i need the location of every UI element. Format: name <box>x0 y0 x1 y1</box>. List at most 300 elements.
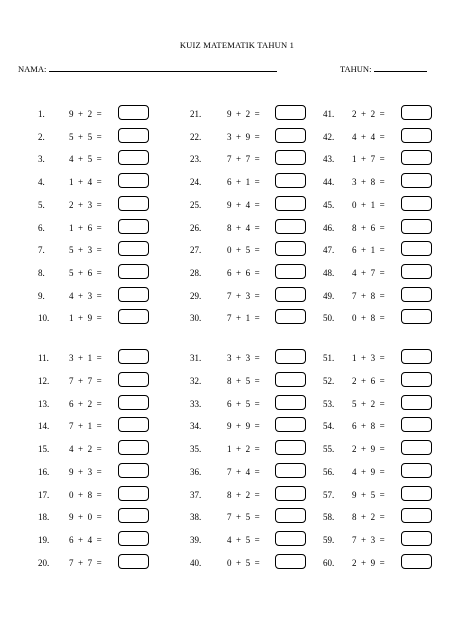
question-row <box>323 349 473 367</box>
answer-box[interactable] <box>401 440 432 455</box>
question-row <box>190 128 340 146</box>
question-row <box>190 173 340 191</box>
operand-a: 5 <box>69 268 74 278</box>
question-expression <box>352 512 385 522</box>
operand-a: 9 <box>69 512 74 522</box>
question-number: 44. <box>323 177 335 187</box>
operator: + <box>361 268 367 278</box>
operator: + <box>361 399 367 409</box>
operand-b: 6 <box>245 268 251 278</box>
question-number: 38. <box>190 512 202 522</box>
question-number: 22. <box>190 132 202 142</box>
operator: + <box>236 376 242 386</box>
equals-sign: = <box>254 313 260 323</box>
answer-box[interactable] <box>401 128 432 143</box>
answer-box[interactable] <box>401 173 432 188</box>
operator: + <box>78 467 84 477</box>
question-expression <box>69 444 102 454</box>
question-expression <box>227 223 260 233</box>
operand-a: 7 <box>227 313 232 323</box>
operand-b: 7 <box>245 154 251 164</box>
equals-sign: = <box>379 109 385 119</box>
answer-box[interactable] <box>118 219 149 234</box>
operand-b: 3 <box>245 353 251 363</box>
answer-box[interactable] <box>275 440 306 455</box>
question-expression <box>227 109 260 119</box>
equals-sign: = <box>379 535 385 545</box>
answer-box[interactable] <box>275 241 306 256</box>
year-blank-line[interactable] <box>374 63 427 72</box>
operand-b: 3 <box>87 291 93 301</box>
answer-box[interactable] <box>401 486 432 501</box>
answer-box[interactable] <box>275 128 306 143</box>
operator: + <box>78 109 84 119</box>
operator: + <box>78 490 84 500</box>
question-row <box>190 309 340 327</box>
question-number: 9. <box>38 291 45 301</box>
answer-box[interactable] <box>118 554 149 569</box>
equals-sign: = <box>379 512 385 522</box>
question-expression <box>352 399 385 409</box>
answer-box[interactable] <box>275 508 306 523</box>
operator: + <box>78 132 84 142</box>
answer-box[interactable] <box>118 463 149 478</box>
operand-a: 4 <box>69 154 74 164</box>
question-number: 2. <box>38 132 45 142</box>
question-number: 58. <box>323 512 335 522</box>
answer-box[interactable] <box>118 105 149 120</box>
operand-a: 5 <box>352 399 357 409</box>
answer-box[interactable] <box>118 287 149 302</box>
question-row <box>323 440 473 458</box>
answer-box[interactable] <box>118 264 149 279</box>
operator: + <box>236 421 242 431</box>
quiz-title: KUIZ MATEMATIK TAHUN 1 <box>179 40 295 50</box>
question-row <box>38 196 188 214</box>
question-number: 48. <box>323 268 335 278</box>
question-number: 5. <box>38 200 45 210</box>
question-row <box>38 440 188 458</box>
operand-a: 8 <box>352 512 357 522</box>
question-number: 21. <box>190 109 202 119</box>
operand-a: 8 <box>227 223 232 233</box>
question-number: 18. <box>38 512 50 522</box>
question-expression <box>352 291 385 301</box>
name-field[interactable] <box>18 63 277 74</box>
answer-box[interactable] <box>401 264 432 279</box>
equals-sign: = <box>379 558 385 568</box>
equals-sign: = <box>96 200 102 210</box>
question-row <box>38 531 188 549</box>
answer-box[interactable] <box>401 196 432 211</box>
question-expression <box>352 490 385 500</box>
answer-box[interactable] <box>275 486 306 501</box>
question-expression <box>227 490 260 500</box>
operand-a: 1 <box>352 353 357 363</box>
operand-a: 4 <box>352 132 357 142</box>
question-number: 15. <box>38 444 50 454</box>
question-row <box>323 417 473 435</box>
question-expression <box>227 512 260 522</box>
operand-a: 0 <box>352 200 357 210</box>
question-number: 13. <box>38 399 50 409</box>
answer-box[interactable] <box>118 241 149 256</box>
equals-sign: = <box>96 313 102 323</box>
operand-a: 2 <box>352 109 357 119</box>
question-row <box>38 241 188 259</box>
answer-box[interactable] <box>275 395 306 410</box>
operator: + <box>236 444 242 454</box>
operand-b: 2 <box>87 444 93 454</box>
question-row <box>38 486 188 504</box>
operator: + <box>78 399 84 409</box>
answer-box[interactable] <box>275 105 306 120</box>
question-number: 33. <box>190 399 202 409</box>
operator: + <box>236 154 242 164</box>
operand-a: 9 <box>352 490 357 500</box>
question-row <box>38 395 188 413</box>
question-expression <box>227 132 260 142</box>
equals-sign: = <box>254 109 260 119</box>
question-number: 45. <box>323 200 335 210</box>
question-expression <box>227 177 260 187</box>
question-row <box>38 105 188 123</box>
answer-box[interactable] <box>275 417 306 432</box>
question-expression <box>69 109 102 119</box>
answer-box[interactable] <box>118 309 149 324</box>
question-expression <box>352 558 385 568</box>
equals-sign: = <box>96 512 102 522</box>
operand-b: 6 <box>370 223 376 233</box>
answer-box[interactable] <box>401 531 432 546</box>
equals-sign: = <box>379 200 385 210</box>
answer-box[interactable] <box>118 150 149 165</box>
question-number: 27. <box>190 245 202 255</box>
operator: + <box>236 245 242 255</box>
operand-b: 4 <box>87 177 93 187</box>
question-row <box>190 349 340 367</box>
answer-box[interactable] <box>401 463 432 478</box>
operand-b: 2 <box>370 399 376 409</box>
answer-box[interactable] <box>275 219 306 234</box>
operand-a: 9 <box>227 200 232 210</box>
operator: + <box>361 467 367 477</box>
operator: + <box>78 177 84 187</box>
answer-box[interactable] <box>401 287 432 302</box>
answer-box[interactable] <box>401 554 432 569</box>
question-number: 37. <box>190 490 202 500</box>
question-row <box>38 417 188 435</box>
operand-a: 1 <box>69 223 74 233</box>
question-row <box>323 241 473 259</box>
question-expression <box>227 313 260 323</box>
operand-a: 9 <box>227 109 232 119</box>
question-number: 47. <box>323 245 335 255</box>
operand-a: 6 <box>227 268 232 278</box>
operand-a: 6 <box>352 245 357 255</box>
operand-b: 5 <box>245 399 251 409</box>
question-number: 46. <box>323 223 335 233</box>
equals-sign: = <box>254 558 260 568</box>
operand-b: 5 <box>245 558 251 568</box>
question-number: 59. <box>323 535 335 545</box>
question-expression <box>69 245 102 255</box>
question-expression <box>69 177 102 187</box>
operand-b: 8 <box>87 490 93 500</box>
operand-b: 2 <box>370 109 376 119</box>
operand-a: 7 <box>69 421 74 431</box>
answer-box[interactable] <box>275 554 306 569</box>
answer-box[interactable] <box>401 417 432 432</box>
equals-sign: = <box>379 467 385 477</box>
answer-box[interactable] <box>401 395 432 410</box>
operand-b: 5 <box>87 132 93 142</box>
question-number: 53. <box>323 399 335 409</box>
answer-box[interactable] <box>118 440 149 455</box>
question-number: 43. <box>323 154 335 164</box>
question-number: 55. <box>323 444 335 454</box>
operand-b: 7 <box>87 376 93 386</box>
question-row <box>323 264 473 282</box>
operand-b: 6 <box>87 268 93 278</box>
equals-sign: = <box>96 268 102 278</box>
operator: + <box>78 223 84 233</box>
question-expression <box>352 154 385 164</box>
operand-a: 7 <box>69 376 74 386</box>
answer-box[interactable] <box>118 417 149 432</box>
operand-b: 5 <box>245 245 251 255</box>
question-row <box>323 372 473 390</box>
operand-a: 8 <box>227 490 232 500</box>
answer-box[interactable] <box>401 150 432 165</box>
operand-b: 1 <box>370 200 376 210</box>
equals-sign: = <box>96 467 102 477</box>
operand-a: 4 <box>227 535 232 545</box>
answer-box[interactable] <box>118 372 149 387</box>
operand-b: 3 <box>87 245 93 255</box>
question-number: 42. <box>323 132 335 142</box>
operand-a: 5 <box>69 132 74 142</box>
question-number: 30. <box>190 313 202 323</box>
question-expression <box>69 200 102 210</box>
question-expression <box>227 353 260 363</box>
operator: + <box>236 200 242 210</box>
answer-box[interactable] <box>401 349 432 364</box>
answer-box[interactable] <box>401 309 432 324</box>
question-row <box>38 219 188 237</box>
operand-a: 1 <box>227 444 232 454</box>
answer-box[interactable] <box>401 372 432 387</box>
question-row <box>323 173 473 191</box>
question-row <box>190 417 340 435</box>
question-expression <box>352 313 385 323</box>
operand-b: 9 <box>370 467 376 477</box>
equals-sign: = <box>96 376 102 386</box>
equals-sign: = <box>96 154 102 164</box>
question-row <box>323 554 473 572</box>
equals-sign: = <box>96 177 102 187</box>
operand-a: 7 <box>352 291 357 301</box>
answer-box[interactable] <box>275 264 306 279</box>
answer-box[interactable] <box>401 241 432 256</box>
equals-sign: = <box>254 444 260 454</box>
question-row <box>323 395 473 413</box>
question-row <box>38 508 188 526</box>
operator: + <box>361 245 367 255</box>
operand-b: 1 <box>245 177 251 187</box>
answer-box[interactable] <box>118 349 149 364</box>
operand-b: 3 <box>87 467 93 477</box>
question-expression <box>69 268 102 278</box>
question-number: 40. <box>190 558 202 568</box>
operator: + <box>361 291 367 301</box>
operand-a: 3 <box>69 353 74 363</box>
question-number: 7. <box>38 245 45 255</box>
question-row <box>323 219 473 237</box>
question-expression <box>227 558 260 568</box>
operator: + <box>236 490 242 500</box>
answer-box[interactable] <box>118 486 149 501</box>
equals-sign: = <box>96 421 102 431</box>
equals-sign: = <box>254 200 260 210</box>
operator: + <box>236 291 242 301</box>
answer-box[interactable] <box>275 309 306 324</box>
operand-a: 4 <box>69 444 74 454</box>
question-expression <box>352 268 385 278</box>
answer-box[interactable] <box>275 173 306 188</box>
operand-a: 2 <box>69 200 74 210</box>
name-blank-line[interactable] <box>49 63 277 72</box>
question-number: 35. <box>190 444 202 454</box>
answer-box[interactable] <box>275 349 306 364</box>
question-expression <box>227 291 260 301</box>
equals-sign: = <box>379 353 385 363</box>
answer-box[interactable] <box>401 508 432 523</box>
question-expression <box>227 154 260 164</box>
operator: + <box>78 291 84 301</box>
operand-a: 6 <box>69 399 74 409</box>
answer-box[interactable] <box>275 463 306 478</box>
question-number: 32. <box>190 376 202 386</box>
question-number: 36. <box>190 467 202 477</box>
operand-b: 9 <box>370 558 376 568</box>
question-row <box>323 196 473 214</box>
answer-box[interactable] <box>275 372 306 387</box>
answer-box[interactable] <box>275 196 306 211</box>
operand-a: 3 <box>352 177 357 187</box>
question-row <box>190 463 340 481</box>
question-number: 50. <box>323 313 335 323</box>
operator: + <box>361 177 367 187</box>
answer-box[interactable] <box>401 219 432 234</box>
operator: + <box>236 535 242 545</box>
equals-sign: = <box>379 223 385 233</box>
answer-box[interactable] <box>118 196 149 211</box>
question-number: 24. <box>190 177 202 187</box>
operand-a: 8 <box>227 376 232 386</box>
question-number: 34. <box>190 421 202 431</box>
question-number: 41. <box>323 109 335 119</box>
question-row <box>190 554 340 572</box>
operand-a: 0 <box>69 490 74 500</box>
question-expression <box>69 535 102 545</box>
question-number: 52. <box>323 376 335 386</box>
question-number: 3. <box>38 154 45 164</box>
question-expression <box>69 291 102 301</box>
operand-a: 4 <box>69 291 74 301</box>
answer-box[interactable] <box>118 128 149 143</box>
operator: + <box>236 268 242 278</box>
question-expression <box>352 177 385 187</box>
question-number: 10. <box>38 313 50 323</box>
question-row <box>190 241 340 259</box>
answer-box[interactable] <box>275 287 306 302</box>
answer-box[interactable] <box>275 150 306 165</box>
name-label: NAMA: <box>18 64 47 74</box>
equals-sign: = <box>96 490 102 500</box>
question-expression <box>227 200 260 210</box>
equals-sign: = <box>379 177 385 187</box>
operand-a: 5 <box>69 245 74 255</box>
question-number: 8. <box>38 268 45 278</box>
equals-sign: = <box>379 154 385 164</box>
answer-box[interactable] <box>401 105 432 120</box>
answer-box[interactable] <box>118 508 149 523</box>
question-row <box>323 508 473 526</box>
operand-b: 5 <box>245 512 251 522</box>
operand-b: 3 <box>87 200 93 210</box>
operand-b: 8 <box>370 421 376 431</box>
operator: + <box>78 558 84 568</box>
operand-b: 7 <box>370 268 376 278</box>
operand-a: 6 <box>227 399 232 409</box>
equals-sign: = <box>254 467 260 477</box>
question-row <box>190 440 340 458</box>
answer-box[interactable] <box>118 173 149 188</box>
operand-a: 7 <box>227 291 232 301</box>
question-expression <box>227 268 260 278</box>
operand-a: 7 <box>227 512 232 522</box>
question-row <box>190 105 340 123</box>
question-expression <box>69 353 102 363</box>
operator: + <box>236 223 242 233</box>
question-row <box>323 486 473 504</box>
answer-box[interactable] <box>275 531 306 546</box>
question-expression <box>69 558 102 568</box>
year-field[interactable] <box>340 63 427 74</box>
question-number: 11. <box>38 353 49 363</box>
equals-sign: = <box>379 421 385 431</box>
question-number: 60. <box>323 558 335 568</box>
operator: + <box>361 490 367 500</box>
answer-box[interactable] <box>118 531 149 546</box>
answer-box[interactable] <box>118 395 149 410</box>
operator: + <box>78 268 84 278</box>
equals-sign: = <box>254 490 260 500</box>
equals-sign: = <box>254 376 260 386</box>
operand-b: 7 <box>87 558 93 568</box>
operator: + <box>361 353 367 363</box>
equals-sign: = <box>379 291 385 301</box>
operand-b: 5 <box>245 376 251 386</box>
operand-b: 6 <box>87 223 93 233</box>
equals-sign: = <box>254 245 260 255</box>
question-row <box>38 264 188 282</box>
operand-a: 1 <box>69 177 74 187</box>
question-row <box>38 349 188 367</box>
operator: + <box>361 558 367 568</box>
operand-b: 5 <box>87 154 93 164</box>
